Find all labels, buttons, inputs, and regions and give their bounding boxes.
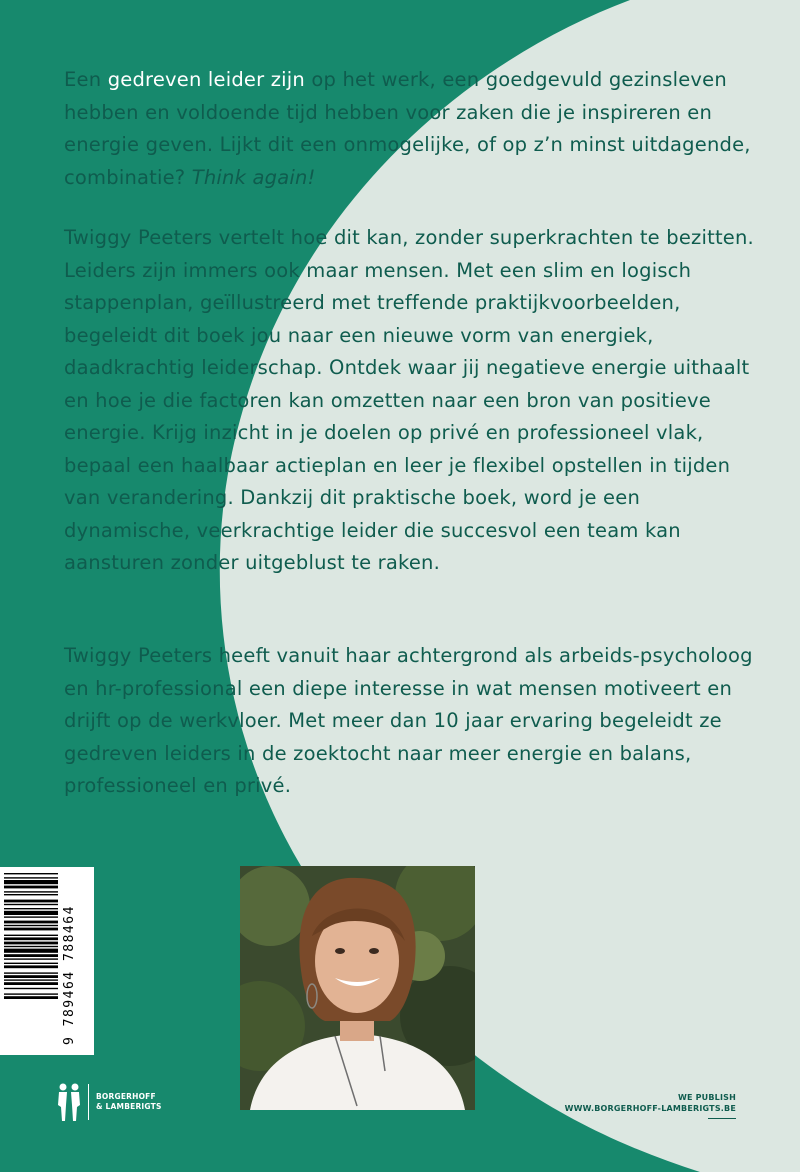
barcode-bar [4,949,58,953]
barcode-bar [4,988,58,989]
publisher-website [565,1092,736,1119]
barcode-bar [4,904,58,905]
barcode-bar [4,975,58,978]
description-paragraph: Twiggy Peeters vertelt hoe dit kan, zonder superkrachten te bezitten. Leiders zijn immers ook maar mensen. Met een slim en logisch stappenplan, geïllustreerd met treffende praktijkvoorbeelden, begeleidt dit boek jou naar een nieuwe vorm van energiek, daadkrachtig leiderschap. Ontdek waar jij negatieve energie uithaalt en hoe je die factoren kan omzetten naar een bron van positieve energie. Krijg inzicht in je doelen op privé en professioneel vlak, bepaal een haalbaar actieplan en leer je flexibel opstellen in tijden van verandering. Dankzij dit praktische boek, word je een dynamische, veerkrachtige leider die succesvol een team kan aansturen zonder uitgeblust te raken. [64,226,754,574]
barcode-bar [4,965,58,968]
barcode-bar [4,982,58,985]
isbn-number: 9 789464 788464 [62,905,77,1045]
intro-italic: Think again! [191,165,316,189]
publisher-tagline: WE PUBLISH [677,1093,736,1102]
barcode-bar [4,900,58,903]
barcode-bar [4,894,58,895]
barcode-bar [4,891,58,892]
intro-paragraph [64,64,764,194]
intro-lead: Een [64,68,108,91]
barcode-bar [4,911,58,915]
publisher-figures-icon [54,1081,84,1123]
isbn-number-area [60,867,94,1055]
barcode-bar [4,954,58,957]
barcode-bar [4,908,58,909]
barcode-bar [4,979,58,980]
barcode-bar [4,946,58,947]
publisher-logo [54,1081,162,1123]
barcode-bar [4,921,58,924]
author-bio-paragraph: Twiggy Peeters heeft vanuit haar achtergrond als arbeids-psycholoog en hr-professional een diepe interesse in wat mensen motiveert en drijft op de werkvloer. Met meer dan 10 jaar ervaring begeleidt ze gedreven leiders in de zoektocht naar meer energie en balans, professioneel en privé. [64,644,753,797]
publisher-name-line1: BORGERHOFF [96,1092,156,1101]
barcode-bar [4,880,58,884]
publisher-name [96,1092,162,1112]
barcode-bar [4,935,58,936]
isbn-barcode [0,867,94,1055]
barcode-bar [4,925,58,926]
barcode-bar [4,963,58,964]
intro-highlight: gedreven leider zijn [107,68,305,91]
barcode-bar [4,942,58,945]
url-underline [708,1118,736,1119]
publisher-url: WWW.BORGERHOFF-LAMBERIGTS.BE [564,1104,736,1113]
barcode-bar [4,937,58,940]
barcode-bar [4,993,58,994]
barcode-bar [4,958,58,959]
author-photo [240,866,475,1110]
barcode-bar [4,928,58,931]
publisher-divider [88,1084,89,1120]
barcode-bar [4,877,58,878]
barcode-bars [0,867,60,1055]
intro-rest: op het werk, een goedgevuld gezinsleven hebben en voldoende tijd hebben voor zaken die je inspireren en energie geven. Lijkt dit een onmogelijke, of op z’n minst uitdagende, combinatie? [64,68,751,189]
barcode-bar [4,996,58,999]
barcode-bar [4,972,58,973]
barcode-bar [4,886,58,889]
barcode-bar [4,916,58,917]
publisher-name-line2: & LAMBERIGTS [96,1102,162,1111]
barcode-bar [4,873,58,874]
